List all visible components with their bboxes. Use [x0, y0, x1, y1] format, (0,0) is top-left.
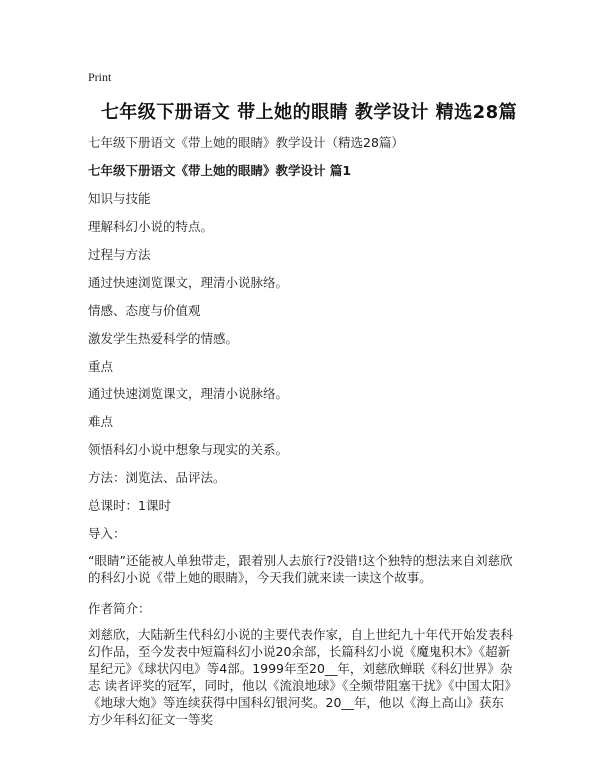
intro-paragraph: “眼睛”还能被人单独带走，跟着别人去旅行?没错!这个独特的想法来自刘慈欣的科幻小说《带上她的眼睛》，今天我们就来读一读这个故事。: [88, 553, 513, 585]
heading-emotion-values: 情感、态度与价值观: [88, 303, 201, 318]
heading-difficulty: 难点: [88, 414, 114, 429]
print-label: Print: [88, 70, 112, 84]
document-subtitle: 七年级下册语文《带上她的眼睛》教学设计（精选28篇）: [88, 135, 404, 150]
text-total-hours: 总课时：1课时: [88, 498, 171, 513]
heading-process-method: 过程与方法: [88, 247, 151, 262]
heading-author-intro: 作者简介：: [88, 601, 151, 616]
section-title: 七年级下册语文《带上她的眼睛》教学设计 篇1: [88, 163, 352, 178]
heading-key-point: 重点: [88, 359, 114, 374]
text-knowledge-skills: 理解科幻小说的特点。: [88, 219, 214, 234]
text-difficulty: 领悟科幻小说中想象与现实的关系。: [88, 442, 289, 457]
text-key-point: 通过快速浏览课文，理清小说脉络。: [88, 386, 289, 401]
author-paragraph: 刘慈欣，大陆新生代科幻小说的主要代表作家，自上世纪九十年代开始发表科幻作品，至今发表中短篇科幻小说20余部，长篇科幻小说《魔鬼积木》《超新星纪元》《球状闪电》等4部。1999年至20__年，刘慈欣蝉联《科幻世界》杂志 读者评奖的冠军，同时，他以《流浪地球》《全频带阻塞干扰》《中国太阳》《地球大炮》等连续获得中国科幻银河奖。20__年，他以《海上高山》获东方少年科幻征文一等奖: [88, 627, 514, 727]
text-emotion-values: 激发学生热爱科学的情感。: [88, 331, 239, 346]
text-method: 方法：浏览法、品评法。: [88, 470, 226, 485]
page-title: 七年级下册语文 带上她的眼睛 教学设计 精选28篇: [100, 102, 518, 123]
heading-introduction: 导入：: [88, 526, 126, 541]
heading-knowledge-skills: 知识与技能: [88, 191, 151, 206]
text-process-method: 通过快速浏览课文，理清小说脉络。: [88, 275, 289, 290]
